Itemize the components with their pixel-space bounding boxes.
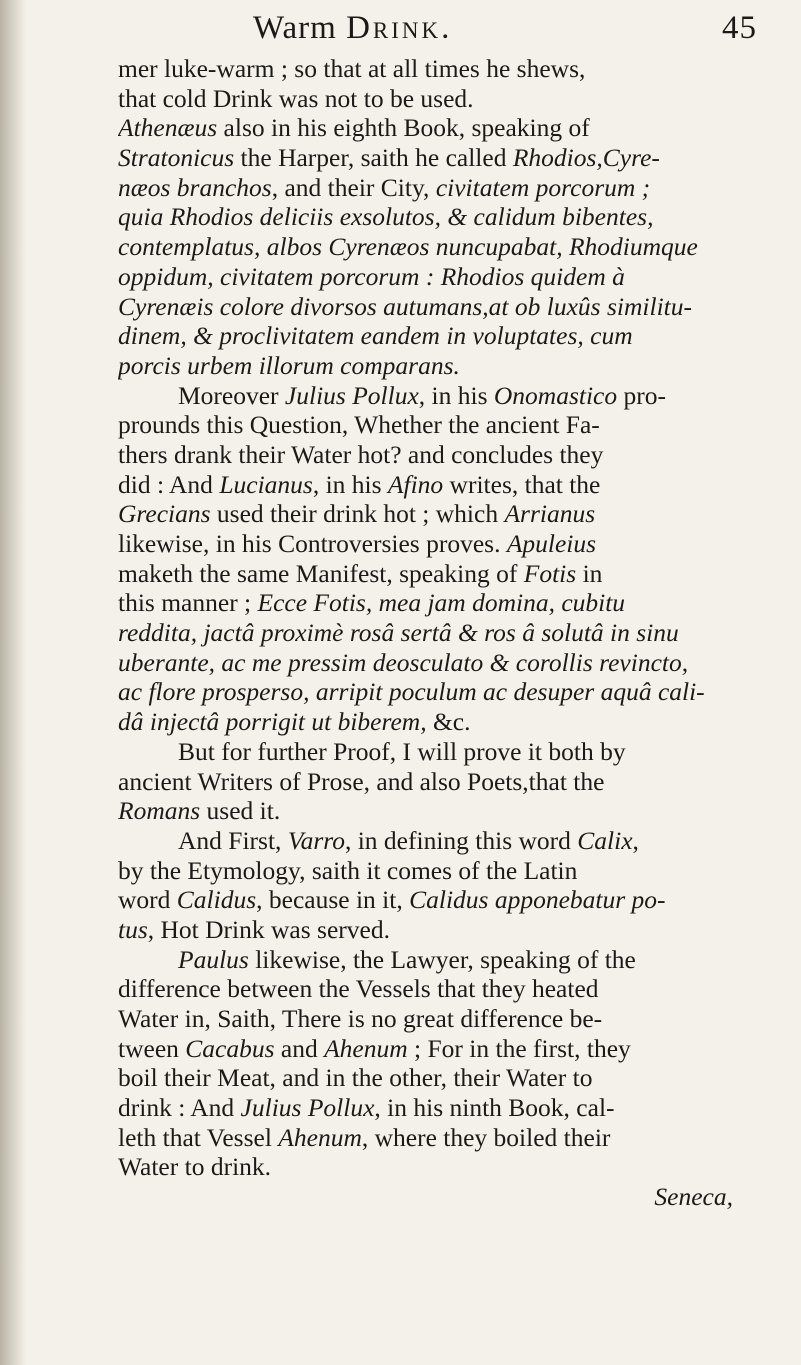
text-line <box>118 381 761 411</box>
italic-text-segment: Julius Pollux <box>284 380 419 410</box>
text-line <box>118 410 761 440</box>
italic-text-segment: reddita, jactâ proximè rosâ sertâ & ros â solutâ in sinu <box>118 618 679 648</box>
text-line <box>118 440 761 470</box>
text-line <box>118 1123 761 1153</box>
text-segment: used it. <box>200 796 281 826</box>
text-line <box>118 1063 761 1093</box>
text-segment: , <box>632 825 639 855</box>
text-segment: mer luke-warm ; so that at all times he shews, <box>118 54 586 83</box>
italic-text-segment: Calidus apponebatur po- <box>409 885 666 915</box>
italic-text-segment: Afino <box>387 469 444 499</box>
catchword: Seneca, <box>654 1182 733 1212</box>
italic-text-segment: Ahenum <box>324 1033 408 1063</box>
running-title-warm: Warm <box>253 10 347 46</box>
text-line <box>118 974 761 1004</box>
text-line <box>118 173 761 203</box>
italic-text-segment: contemplatus, albos Cyrenæos nuncupabat, Rhodiumque <box>118 232 698 262</box>
running-title-drink: Drink. <box>346 10 453 46</box>
italic-text-segment: dâ injectâ porrigit ut biberem, <box>118 707 433 737</box>
text-line <box>118 351 761 381</box>
italic-text-segment: Ahenum <box>278 1122 362 1152</box>
text-line <box>118 84 761 114</box>
text-segment: this manner ; <box>118 588 258 618</box>
italic-text-segment: Julius Pollux <box>240 1093 375 1123</box>
text-segment: But for further Proof, I will prove it both by <box>178 736 626 766</box>
text-line <box>118 54 761 84</box>
text-line <box>118 707 761 737</box>
italic-text-segment: Cacabus <box>185 1033 275 1063</box>
text-segment: the Harper, saith he called <box>234 143 513 173</box>
text-line <box>118 559 761 589</box>
text-line <box>118 618 761 648</box>
text-line <box>118 826 761 856</box>
text-segment: , in his <box>312 469 388 499</box>
text-segment: that cold Drink was not to be used. <box>118 83 474 113</box>
text-segment: boil their Meat, and in the other, their Water to <box>118 1063 593 1093</box>
text-segment: in <box>576 558 603 588</box>
text-line <box>118 885 761 915</box>
text-line <box>118 262 761 292</box>
text-segment: did : And <box>118 469 220 499</box>
page-number: 45 <box>722 10 757 46</box>
text-line <box>118 232 761 262</box>
text-segment: writes, that the <box>443 469 601 499</box>
text-segment: , in his <box>418 380 494 410</box>
text-segment: Moreover <box>178 380 285 410</box>
text-line <box>118 648 761 678</box>
text-line <box>118 499 761 529</box>
text-line <box>118 588 761 618</box>
text-line <box>118 113 761 143</box>
text-segment: pro- <box>617 380 666 410</box>
italic-text-segment: Calidus <box>176 885 257 915</box>
text-line <box>118 1034 761 1064</box>
text-segment: , because in it, <box>256 885 410 915</box>
text-segment: used their drink hot ; which <box>210 499 505 529</box>
italic-text-segment: Calix <box>577 825 633 855</box>
italic-text-segment: Paulus <box>178 944 249 974</box>
text-segment: likewise, the Lawyer, speaking of the <box>248 944 636 974</box>
italic-text-segment: Varro <box>287 825 345 855</box>
italic-text-segment: Arrianus <box>504 499 596 529</box>
text-line <box>118 292 761 322</box>
text-segment: drink : And <box>118 1093 241 1123</box>
text-segment: maketh the same Manifest, speaking of <box>118 558 524 588</box>
running-title <box>253 10 452 47</box>
text-segment: And First, <box>178 825 288 855</box>
text-line <box>118 796 761 826</box>
text-segment: , in his ninth Book, cal- <box>374 1093 615 1123</box>
italic-text-segment: Rhodios,Cyre- <box>512 143 660 173</box>
text-segment: , where they boiled their <box>361 1122 611 1152</box>
text-segment: , Hot Drink was served. <box>147 914 390 944</box>
text-line <box>118 915 761 945</box>
italic-text-segment: civitatem porcorum ; <box>435 172 651 202</box>
text-segment: tween <box>118 1033 186 1063</box>
text-line <box>118 321 761 351</box>
italic-text-segment: Apuleius <box>506 529 597 558</box>
text-line <box>118 1093 761 1123</box>
italic-text-segment: tus <box>118 914 148 944</box>
text-line <box>118 529 761 559</box>
text-body <box>118 54 761 1182</box>
italic-text-segment: næos branchos <box>118 172 272 202</box>
text-segment: Water to drink. <box>118 1152 272 1182</box>
text-line <box>118 945 761 975</box>
text-segment: and <box>274 1033 325 1063</box>
italic-text-segment: quia Rhodios deliciis exsolutos, & calidum bibentes, <box>118 202 654 232</box>
text-segment: , in defining this word <box>344 825 578 855</box>
text-segment: leth that Vessel <box>118 1122 279 1152</box>
italic-text-segment: uberante, ac me pressim deosculato & corollis revincto, <box>118 647 689 677</box>
italic-text-segment: Stratonicus <box>118 143 235 173</box>
running-header <box>118 8 761 54</box>
text-line <box>118 737 761 767</box>
text-segment: , and their City, <box>271 172 436 202</box>
italic-text-segment: Cyrenæis colore divorsos autumans,at ob luxûs similitu- <box>118 291 692 321</box>
italic-text-segment: dinem, & proclivitatem eandem in voluptates, cum <box>118 321 633 351</box>
text-segment: &c. <box>432 707 471 737</box>
text-line <box>118 202 761 232</box>
text-line <box>118 677 761 707</box>
text-segment: difference between the Vessels that they heated <box>118 974 599 1004</box>
text-segment: by the Etymology, saith it comes of the Latin <box>118 855 578 885</box>
text-line <box>118 470 761 500</box>
italic-text-segment: Onomastico <box>493 380 618 410</box>
text-segment: ; For in the first, they <box>407 1033 631 1063</box>
italic-text-segment: porcis urbem illorum comparans. <box>118 350 460 380</box>
italic-text-segment: Lucianus <box>219 469 313 499</box>
text-line <box>118 143 761 173</box>
text-segment: likewise, in his Controversies proves. <box>118 529 507 558</box>
text-segment: also in his eighth Book, speaking of <box>217 113 590 143</box>
italic-text-segment: oppidum, civitatem porcorum : Rhodios quidem à <box>118 261 625 291</box>
text-line <box>118 856 761 886</box>
italic-text-segment: Romans <box>118 796 201 826</box>
text-line <box>118 767 761 797</box>
italic-text-segment: Athenæus <box>118 113 218 143</box>
text-segment: thers drank their Water hot? and concludes they <box>118 439 604 469</box>
italic-text-segment: ac flore prosperso, arripit poculum ac desuper aquâ cali- <box>118 677 705 707</box>
text-line <box>118 1152 761 1182</box>
text-segment: ancient Writers of Prose, and also Poets,that the <box>118 766 605 796</box>
text-line <box>118 1004 761 1034</box>
text-segment: prounds this Question, Whether the ancient Fa- <box>118 410 600 440</box>
italic-text-segment: Fotis <box>523 558 577 588</box>
italic-text-segment: Ecce Fotis, mea jam domina, cubitu <box>257 588 626 618</box>
text-segment: Water in, Saith, There is no great difference be- <box>118 1004 603 1033</box>
text-segment: word <box>118 885 177 915</box>
italic-text-segment: Grecians <box>118 499 211 529</box>
